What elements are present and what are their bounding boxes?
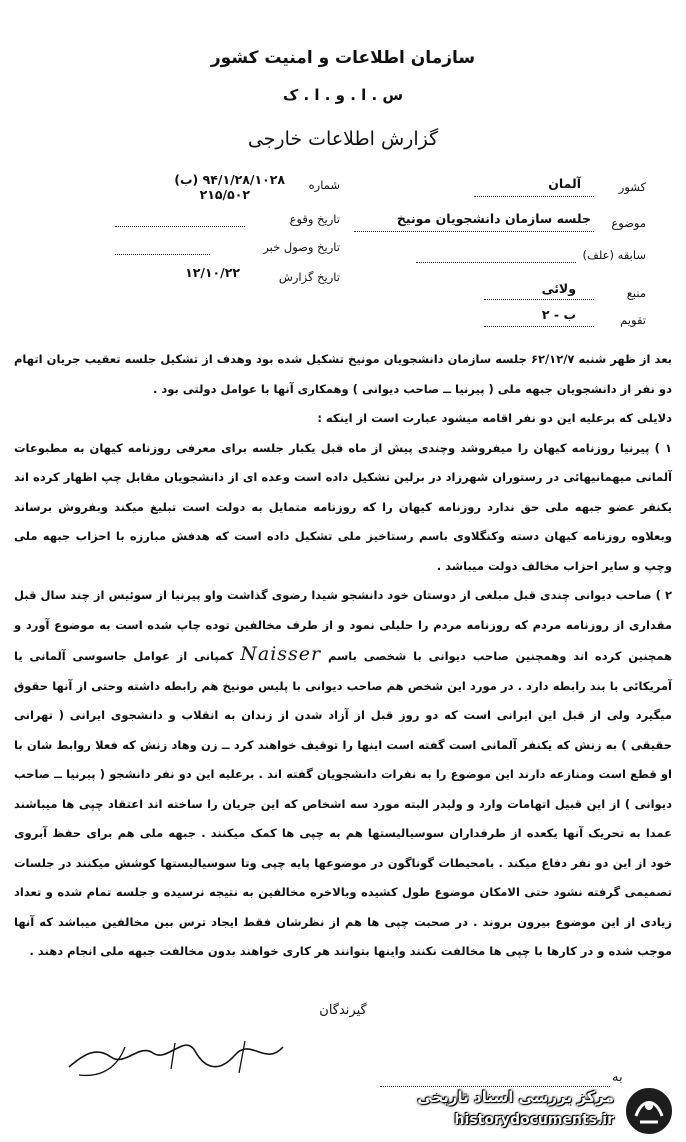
record-dots: [416, 262, 576, 263]
report-body: [14, 345, 672, 967]
event-date-label: تاریخ وقوع: [289, 212, 340, 226]
handwritten-name: Naisser: [240, 643, 322, 665]
record-label: سابقه (علف): [582, 248, 646, 262]
assessment-dots: [484, 326, 594, 327]
organization-name: سازمان اطلاعات و امنیت کشور: [210, 48, 476, 68]
document-title: گزارش اطلاعات خارجی: [247, 128, 439, 150]
report-date-label: تاریخ گزارش: [278, 270, 340, 284]
subject-value: جلسه سازمان دانشجویان مونیخ: [396, 211, 591, 226]
organization-code: س . ا . و . ا . ک: [282, 86, 404, 104]
to-label: به: [612, 1070, 623, 1085]
source-dots: [484, 299, 594, 300]
seal-logo-icon: [622, 1084, 676, 1138]
assessment-value: ب - ۲: [541, 307, 576, 322]
watermark-text-fa: مرکز بررسی اسناد تاریخی: [417, 1088, 614, 1106]
recipients-label: گیرندگان: [319, 1003, 367, 1018]
report-date-value: ۱۲/۱۰/۲۲: [185, 265, 240, 280]
reason-item-1: ۱ ) پیرنیا روزنامه کیهان را میفروشد وچندی پیش از ماه قبل یکبار جلسه برای معرفی روزنامه کیهان به مطبوعات آلمانی میهمانیهائی در رستوران شهرزاد در برلین تشکیل داده است وعده ای از دانشجویان مقابل چپ اظهار کرده اند یکنفر عضو جبهه ملی حق ندارد روزنامه کیهان را که روزنامه متمایل به دولت است تبلیغ میکند وبفروش برساند وبعلاوه روزنامه کیهان دسته وکنگلاوی باسم رستاخیز ملی تشکیل داده است که هدفش مبارزه با احزاب جبهه ملی وچپ و سایر احزاب مخالف دولت میباشد .: [14, 440, 672, 573]
reason-item-2-part-a: ۲ ) صاحب دیوانی چندی قبل مبلغی از دوستان خود دانشجو شیدا رضوی گذاشت واو پیرنیا از سوئیس از چند سال قبل مقداری از روزنامه مردم که روزنامه مردم را حلیلی نمود و از طرف مخالفین توده چاپ شده است به موضوع آورد و همچنین کرده اند وهمچنین صاحب دیوانی با شخصی باسم: [14, 588, 672, 663]
watermark-text-en: historydocuments.ir: [454, 1112, 614, 1128]
subject-label: موضوع: [611, 216, 646, 230]
number-label: شماره: [308, 178, 340, 192]
assessment-label: تقویم: [620, 313, 646, 327]
news-date-dots: [115, 254, 210, 255]
event-date-dots: [115, 226, 245, 227]
source-value: ولائی: [541, 281, 576, 296]
number-value-secondary: ۲۱۵/۵۰۲: [199, 187, 250, 202]
reason-item-2-part-b: کمپانی: [194, 649, 234, 663]
subject-dots: [354, 231, 594, 232]
news-date-label: تاریخ وصول خبر: [263, 240, 340, 254]
country-label: کشور: [618, 180, 646, 194]
reason-item-2-part-c: از عوامل جاسوسی آلمانی یا آمریکائی با بند رابطه دارد . در مورد این شخص هم صاحب دیوانی با پلیس مونیخ هم رابطه داشته وحتی از آنها حقوق میگیرد ولی از قبل این ایرانی است که دو روز قبل از آزاد شدن از زندان به انقلاب و دانشجوی ایرانی ( تهرانی حقیقی ) به زنش که یکنفر آلمانی است گفته است اینها را توقیف خواهند کرد ــ زن وهاد زنش که فعلا روابط شان با او قطع است ومنازعه دارند این موضوع را به نفرات دانشجویان گفته اند . برعلیه این دو نفر دانشجو ( پیرنیا ــ صاحب دیوانی ) از این قبیل اتهامات وارد و ولیدر البته مورد سه اشخاص که این جریان را ساخته اند اعتقاد چپی ها میباشند عمدا به تحریک آنها یکعده از طرفداران سوسیالیستها هم به چپی ها کمک میکنند . جبهه ملی هم برای حفظ آبروی خود از این دو نفر دفاع میکند . بامحیطات گوناگون در موضوعها پایه چپی وتا سوسیالیستها کوشش میکنند در جلسات تصمیمی گرفته نشود حتی الامکان موضوع طول کشیده وبالاخره مخالفین به نتیجه نرسیده و جلسه تمام شده و تعداد زیادی از این موضوع بیرون بروند . در صحبت چپی ها هم از نظرشان فقط ایجاد ترس بین مخالفین میباشد که آنها موجب شده و در کارها با چپی ها مخالفت نکنند واینها بتوانند هر کاری خواهند بدون مخالفت جبهه ملی انجام دهند .: [14, 649, 672, 958]
signature-icon: [55, 1033, 295, 1083]
number-value: ۹۴/۱/۲۸/۱۰۲۸ (ب): [174, 172, 285, 187]
source-label: منبع: [626, 286, 646, 300]
country-dots: [474, 196, 594, 197]
reasons-intro: دلایلی که برعلیه این دو نفر اقامه میشود عبارت است از اینکه :: [317, 411, 672, 425]
watermark: [391, 1082, 676, 1138]
country-value: آلمان: [548, 176, 581, 191]
intro-paragraph: بعد از ظهر شنبه ۶۲/۱۲/۷ جلسه سازمان دانشجویان مونیخ تشکیل شده بود وهدف از تشکیل جلسه تعقیب جریان اتهام دو نفر از دانشجویان جبهه ملی ( پیرنیا ــ صاحب دیوانی ) وهمکاری آنها با عوامل دولتی بود .: [14, 352, 672, 396]
reason-item-2: [14, 581, 672, 967]
